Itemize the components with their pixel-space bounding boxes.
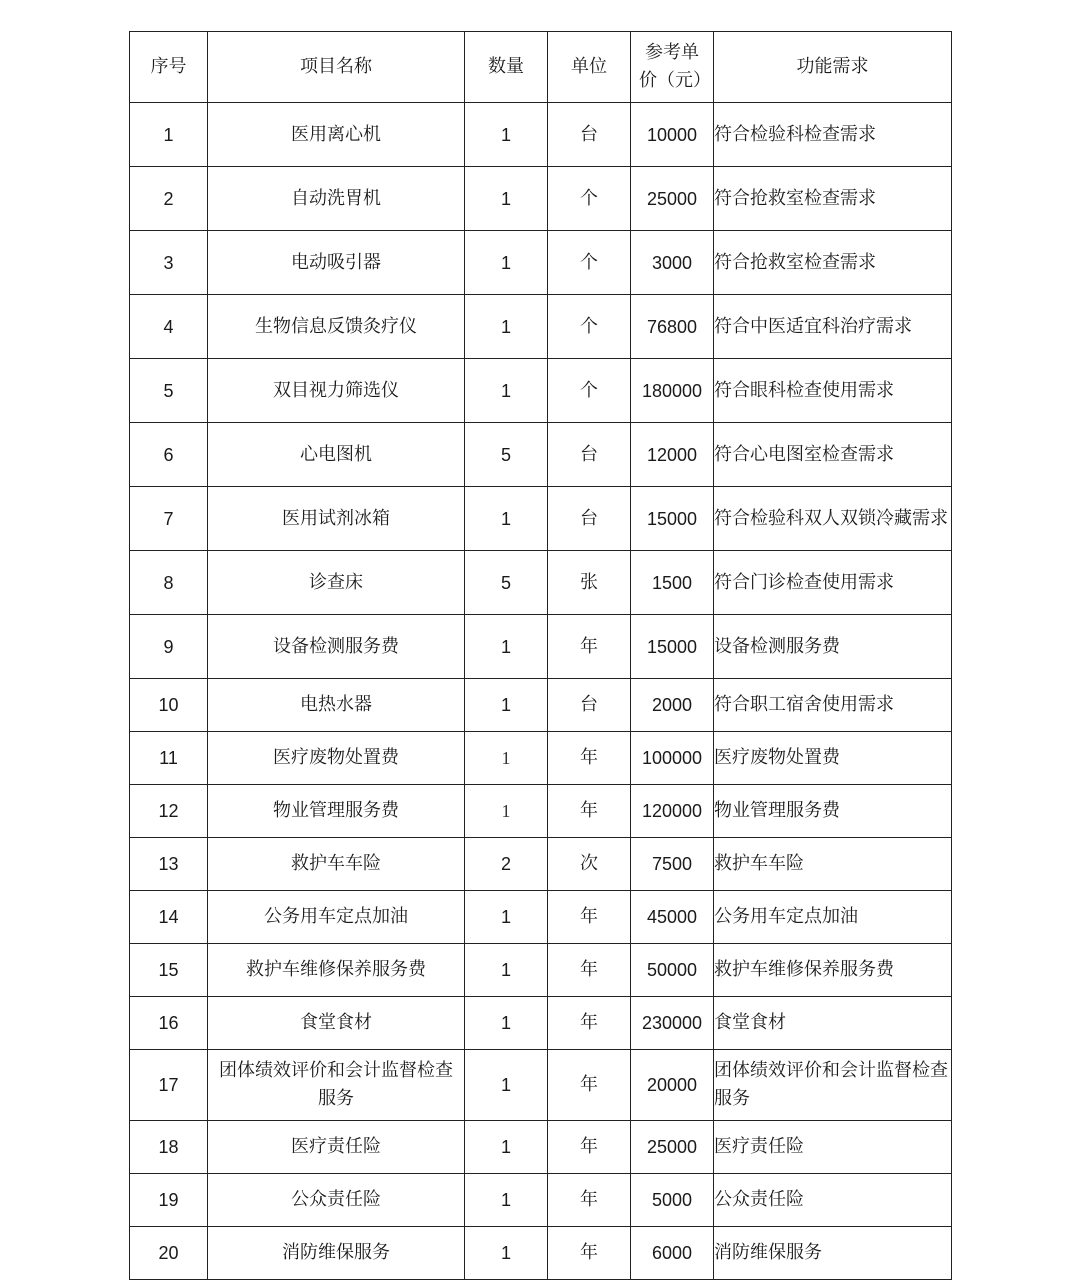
row-seq: 16 bbox=[130, 997, 208, 1050]
row-seq: 8 bbox=[130, 551, 208, 615]
row-name: 诊查床 bbox=[208, 551, 465, 615]
row-unit: 年 bbox=[548, 891, 631, 944]
row-func: 符合门诊检查使用需求 bbox=[714, 551, 952, 615]
row-name: 医疗责任险 bbox=[208, 1121, 465, 1174]
row-price: 12000 bbox=[631, 423, 714, 487]
row-seq: 9 bbox=[130, 615, 208, 679]
row-price: 100000 bbox=[631, 732, 714, 785]
row-func: 符合职工宿舍使用需求 bbox=[714, 679, 952, 732]
header-row bbox=[130, 32, 952, 103]
row-func: 符合检验科双人双锁冷藏需求 bbox=[714, 487, 952, 551]
row-unit: 个 bbox=[548, 295, 631, 359]
row-qty: 1 bbox=[465, 1174, 548, 1227]
header-name: 项目名称 bbox=[208, 32, 465, 103]
row-qty: 1 bbox=[465, 997, 548, 1050]
row-name: 电热水器 bbox=[208, 679, 465, 732]
row-qty: 1 bbox=[465, 785, 548, 838]
row-unit: 年 bbox=[548, 1050, 631, 1121]
row-price: 76800 bbox=[631, 295, 714, 359]
row-price: 6000 bbox=[631, 1227, 714, 1280]
row-func: 设备检测服务费 bbox=[714, 615, 952, 679]
row-func: 符合眼科检查使用需求 bbox=[714, 359, 952, 423]
table-row bbox=[130, 1227, 952, 1280]
row-price: 2000 bbox=[631, 679, 714, 732]
table-row bbox=[130, 1174, 952, 1227]
row-qty: 1 bbox=[465, 944, 548, 997]
row-price: 230000 bbox=[631, 997, 714, 1050]
row-qty: 1 bbox=[465, 679, 548, 732]
row-price: 5000 bbox=[631, 1174, 714, 1227]
row-price: 10000 bbox=[631, 103, 714, 167]
row-func: 符合中医适宜科治疗需求 bbox=[714, 295, 952, 359]
row-func: 符合心电图室检查需求 bbox=[714, 423, 952, 487]
row-price: 15000 bbox=[631, 615, 714, 679]
header-func: 功能需求 bbox=[714, 32, 952, 103]
row-qty: 1 bbox=[465, 167, 548, 231]
row-qty: 1 bbox=[465, 1121, 548, 1174]
row-func: 符合抢救室检查需求 bbox=[714, 231, 952, 295]
row-func: 消防维保服务 bbox=[714, 1227, 952, 1280]
row-name: 食堂食材 bbox=[208, 997, 465, 1050]
row-name: 医疗废物处置费 bbox=[208, 732, 465, 785]
row-func: 救护车车险 bbox=[714, 838, 952, 891]
row-seq: 3 bbox=[130, 231, 208, 295]
table-row bbox=[130, 1121, 952, 1174]
row-qty: 1 bbox=[465, 615, 548, 679]
row-unit: 次 bbox=[548, 838, 631, 891]
row-seq: 4 bbox=[130, 295, 208, 359]
row-func: 医疗责任险 bbox=[714, 1121, 952, 1174]
table-row bbox=[130, 167, 952, 231]
row-name: 自动洗胃机 bbox=[208, 167, 465, 231]
table-row bbox=[130, 944, 952, 997]
row-name: 公众责任险 bbox=[208, 1174, 465, 1227]
row-seq: 2 bbox=[130, 167, 208, 231]
row-unit: 年 bbox=[548, 1227, 631, 1280]
row-name: 电动吸引器 bbox=[208, 231, 465, 295]
header-qty: 数量 bbox=[465, 32, 548, 103]
row-name: 心电图机 bbox=[208, 423, 465, 487]
table-row bbox=[130, 997, 952, 1050]
table-row bbox=[130, 103, 952, 167]
row-qty: 1 bbox=[465, 1227, 548, 1280]
row-qty: 1 bbox=[465, 103, 548, 167]
row-seq: 6 bbox=[130, 423, 208, 487]
row-unit: 个 bbox=[548, 359, 631, 423]
row-seq: 10 bbox=[130, 679, 208, 732]
header-unit: 单位 bbox=[548, 32, 631, 103]
row-seq: 1 bbox=[130, 103, 208, 167]
row-price: 50000 bbox=[631, 944, 714, 997]
row-qty: 5 bbox=[465, 551, 548, 615]
row-unit: 年 bbox=[548, 1121, 631, 1174]
row-seq: 20 bbox=[130, 1227, 208, 1280]
table-row bbox=[130, 615, 952, 679]
row-qty: 1 bbox=[465, 891, 548, 944]
row-qty: 1 bbox=[465, 359, 548, 423]
row-name: 医用离心机 bbox=[208, 103, 465, 167]
row-seq: 18 bbox=[130, 1121, 208, 1174]
table-row bbox=[130, 295, 952, 359]
row-name: 救护车维修保养服务费 bbox=[208, 944, 465, 997]
table-row bbox=[130, 423, 952, 487]
row-seq: 17 bbox=[130, 1050, 208, 1121]
table-row bbox=[130, 679, 952, 732]
row-seq: 5 bbox=[130, 359, 208, 423]
table-row bbox=[130, 732, 952, 785]
row-seq: 12 bbox=[130, 785, 208, 838]
row-price: 20000 bbox=[631, 1050, 714, 1121]
row-func: 团体绩效评价和会计监督检查服务 bbox=[714, 1050, 952, 1121]
row-seq: 7 bbox=[130, 487, 208, 551]
row-price: 15000 bbox=[631, 487, 714, 551]
row-unit: 台 bbox=[548, 103, 631, 167]
row-seq: 14 bbox=[130, 891, 208, 944]
row-price: 180000 bbox=[631, 359, 714, 423]
row-unit: 个 bbox=[548, 167, 631, 231]
row-func: 公务用车定点加油 bbox=[714, 891, 952, 944]
row-unit: 台 bbox=[548, 487, 631, 551]
table-row bbox=[130, 785, 952, 838]
row-qty: 1 bbox=[465, 1050, 548, 1121]
row-unit: 张 bbox=[548, 551, 631, 615]
row-seq: 15 bbox=[130, 944, 208, 997]
row-func: 公众责任险 bbox=[714, 1174, 952, 1227]
row-unit: 台 bbox=[548, 423, 631, 487]
row-unit: 年 bbox=[548, 615, 631, 679]
row-unit: 年 bbox=[548, 785, 631, 838]
header-seq: 序号 bbox=[130, 32, 208, 103]
row-func: 救护车维修保养服务费 bbox=[714, 944, 952, 997]
row-seq: 11 bbox=[130, 732, 208, 785]
row-name: 双目视力筛选仪 bbox=[208, 359, 465, 423]
row-unit: 年 bbox=[548, 944, 631, 997]
row-unit: 个 bbox=[548, 231, 631, 295]
row-seq: 19 bbox=[130, 1174, 208, 1227]
row-qty: 1 bbox=[465, 732, 548, 785]
row-name: 消防维保服务 bbox=[208, 1227, 465, 1280]
row-func: 符合抢救室检查需求 bbox=[714, 167, 952, 231]
row-qty: 5 bbox=[465, 423, 548, 487]
table-row bbox=[130, 231, 952, 295]
row-qty: 1 bbox=[465, 231, 548, 295]
row-price: 45000 bbox=[631, 891, 714, 944]
row-unit: 年 bbox=[548, 1174, 631, 1227]
row-qty: 1 bbox=[465, 295, 548, 359]
row-func: 物业管理服务费 bbox=[714, 785, 952, 838]
row-name: 团体绩效评价和会计监督检查服务 bbox=[208, 1050, 465, 1121]
row-price: 3000 bbox=[631, 231, 714, 295]
row-unit: 年 bbox=[548, 997, 631, 1050]
row-price: 7500 bbox=[631, 838, 714, 891]
table-row bbox=[130, 487, 952, 551]
row-price: 25000 bbox=[631, 167, 714, 231]
row-name: 公务用车定点加油 bbox=[208, 891, 465, 944]
header-price: 参考单价（元） bbox=[631, 32, 714, 103]
row-func: 医疗废物处置费 bbox=[714, 732, 952, 785]
row-seq: 13 bbox=[130, 838, 208, 891]
row-price: 120000 bbox=[631, 785, 714, 838]
row-name: 医用试剂冰箱 bbox=[208, 487, 465, 551]
row-qty: 1 bbox=[465, 487, 548, 551]
table-row bbox=[130, 359, 952, 423]
table-row bbox=[130, 838, 952, 891]
row-func: 食堂食材 bbox=[714, 997, 952, 1050]
row-price: 25000 bbox=[631, 1121, 714, 1174]
procurement-table bbox=[129, 31, 952, 1280]
table-row bbox=[130, 891, 952, 944]
row-unit: 台 bbox=[548, 679, 631, 732]
row-qty: 2 bbox=[465, 838, 548, 891]
row-name: 生物信息反馈灸疗仪 bbox=[208, 295, 465, 359]
row-unit: 年 bbox=[548, 732, 631, 785]
row-name: 救护车车险 bbox=[208, 838, 465, 891]
table-row bbox=[130, 1050, 952, 1121]
table-row bbox=[130, 551, 952, 615]
row-name: 物业管理服务费 bbox=[208, 785, 465, 838]
row-price: 1500 bbox=[631, 551, 714, 615]
row-name: 设备检测服务费 bbox=[208, 615, 465, 679]
row-func: 符合检验科检查需求 bbox=[714, 103, 952, 167]
